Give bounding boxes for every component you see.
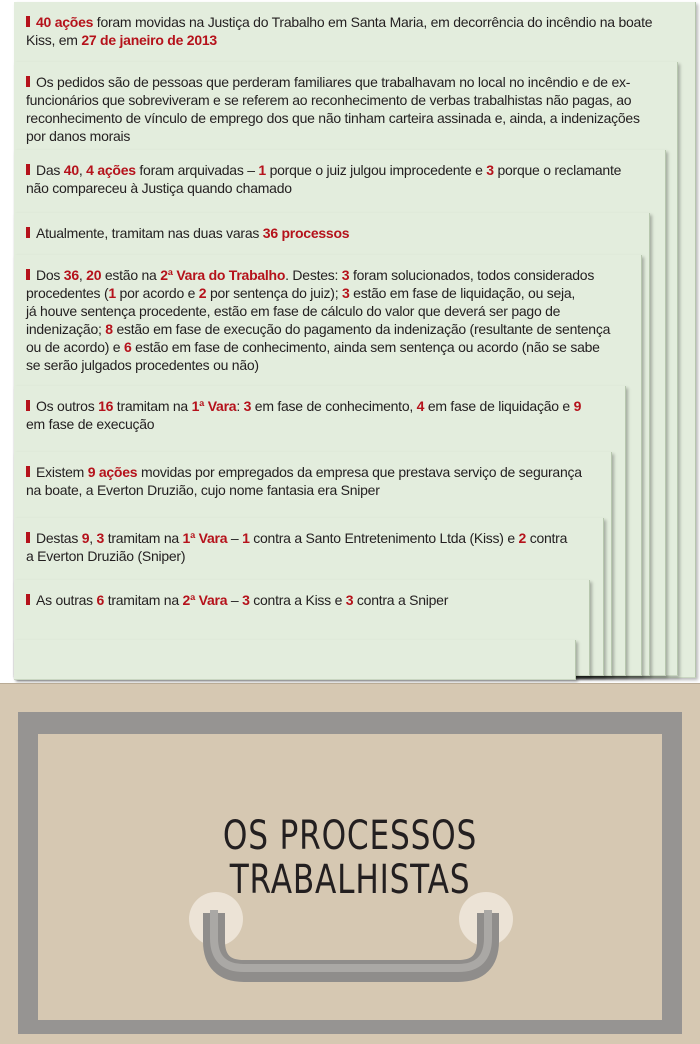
highlight-text: 2 xyxy=(198,285,207,301)
highlight-text: 6 xyxy=(123,339,132,355)
highlight-text: 1ª Vara xyxy=(191,398,237,414)
card-text xyxy=(26,397,581,433)
body-text: em fase de conhecimento, xyxy=(251,398,417,414)
highlight-text: 3 xyxy=(345,592,354,608)
body-text: ou de acordo) e xyxy=(26,339,124,355)
body-text: indenização; xyxy=(26,321,106,337)
highlight-text: 1 xyxy=(242,530,250,546)
body-text: foram arquivadas – xyxy=(135,162,259,178)
highlight-text: 36 xyxy=(63,267,79,283)
card-text xyxy=(26,161,621,197)
card-text xyxy=(26,529,567,565)
red-bar-bullet-icon xyxy=(26,227,30,238)
red-bar-bullet-icon xyxy=(26,76,30,87)
highlight-text: 3 xyxy=(341,285,350,301)
body-text: por danos morais xyxy=(26,128,131,144)
highlight-text: 4 xyxy=(416,398,425,414)
body-text: Dos xyxy=(36,267,64,283)
drawer-front xyxy=(18,712,682,1034)
highlight-text: 9 xyxy=(573,398,582,414)
body-text: movidas por empregados da empresa que prestava serviço de segurança xyxy=(137,464,582,480)
body-text: por acordo e xyxy=(115,285,199,301)
card-text xyxy=(26,463,582,499)
drawer-label-panel xyxy=(38,734,662,1020)
body-text: Kiss, em xyxy=(26,32,82,48)
body-text: estão na xyxy=(101,267,161,283)
body-text: em fase de execução xyxy=(26,416,155,432)
highlight-text: 2 xyxy=(518,530,527,546)
body-text: contra a Santo Entretenimento Ltda (Kiss) e xyxy=(249,530,519,546)
body-text: contra a Kiss e xyxy=(249,592,346,608)
body-text: estão em fase de execução do pagamento da indenização (resultante de sentença xyxy=(112,321,611,337)
red-bar-bullet-icon xyxy=(26,164,30,175)
body-text: Existem xyxy=(36,464,88,480)
body-text: , xyxy=(78,162,87,178)
body-text: Das xyxy=(36,162,64,178)
body-text: : xyxy=(236,398,244,414)
highlight-text: 27 de janeiro de 2013 xyxy=(81,32,217,48)
drawer-handle-icon xyxy=(38,734,662,1020)
highlight-text: 3 xyxy=(486,162,494,178)
highlight-text: 8 xyxy=(105,321,113,337)
red-bar-bullet-icon xyxy=(26,400,30,411)
body-text: estão em fase de liquidação, ou seja, xyxy=(349,285,576,301)
highlight-text: 2ª Vara do Trabalho xyxy=(160,267,286,283)
file-drawer xyxy=(0,683,700,1044)
body-text: porque o juiz julgou improcedente e xyxy=(265,162,487,178)
red-bar-bullet-icon xyxy=(26,532,30,543)
highlight-text: 9 ações xyxy=(87,464,138,480)
body-text: não compareceu à Justiça quando chamado xyxy=(26,180,292,196)
body-text: . Destes: xyxy=(285,267,342,283)
body-text: na boate, a Everton Druzião, cujo nome fantasia era Sniper xyxy=(26,482,380,498)
highlight-text: 16 xyxy=(98,398,114,414)
body-text: por sentença do juiz); xyxy=(206,285,342,301)
body-text: contra a Sniper xyxy=(353,592,449,608)
highlight-text: 6 xyxy=(96,592,105,608)
body-text: porque o reclamante xyxy=(493,162,622,178)
body-text: Os outros xyxy=(36,398,99,414)
body-text: foram movidas na Justiça do Trabalho em Santa Maria, em decorrência do incêndio na boate xyxy=(93,14,653,30)
card-text xyxy=(26,591,448,609)
body-text: contra xyxy=(526,530,568,546)
body-text: se serão julgados procedentes ou não) xyxy=(26,357,259,373)
highlight-text: 3 xyxy=(341,267,350,283)
drawer-title-line-2: TRABALHISTAS xyxy=(229,857,471,903)
body-text: em fase de liquidação e xyxy=(424,398,574,414)
body-text: procedentes ( xyxy=(26,285,109,301)
red-bar-bullet-icon xyxy=(26,269,30,280)
highlight-text: 9 xyxy=(81,530,90,546)
highlight-text: 36 processos xyxy=(262,225,350,241)
card-text xyxy=(26,224,349,242)
highlight-text: 3 xyxy=(242,592,250,608)
body-text: reconhecimento de vínculo de emprego dos que não tinham carteira assinada e, ainda, a indenizações xyxy=(26,110,640,126)
red-bar-bullet-icon xyxy=(26,594,30,605)
body-text: a Everton Druzião (Sniper) xyxy=(26,548,186,564)
body-text: , xyxy=(89,530,97,546)
drawer-title-line-1: OS PROCESSOS xyxy=(222,813,478,859)
highlight-text: 2ª Vara xyxy=(182,592,228,608)
highlight-text: 40 ações xyxy=(36,14,94,30)
body-text: As outras xyxy=(36,592,97,608)
body-text: Os pedidos são de pessoas que perderam familiares que trabalhavam no local no incêndio e de ex- xyxy=(36,74,631,90)
body-text: foram solucionados, todos considerados xyxy=(349,267,595,283)
highlight-text: 1ª Vara xyxy=(182,530,228,546)
card-text xyxy=(26,13,652,49)
highlight-text: 1 xyxy=(108,285,116,301)
red-bar-bullet-icon xyxy=(26,466,30,477)
body-text: – xyxy=(227,592,243,608)
body-text: tramitam na xyxy=(104,592,183,608)
highlight-text: 4 ações xyxy=(86,162,136,178)
red-bar-bullet-icon xyxy=(26,16,30,27)
body-text: já houve sentença procedente, estão em fase de cálculo do valor que deverá ser pago de xyxy=(26,303,561,319)
highlight-text: 3 xyxy=(243,398,252,414)
body-text: tramitam na xyxy=(104,530,183,546)
body-text: , xyxy=(78,267,87,283)
body-text: – xyxy=(227,530,243,546)
body-text: tramitam na xyxy=(113,398,192,414)
highlight-text: 1 xyxy=(258,162,266,178)
file-card-10 xyxy=(14,640,576,680)
highlight-text: 40 xyxy=(63,162,79,178)
body-text: funcionários que sobreviveram e se referem ao reconhecimento de verbas trabalhistas não pagas, ao xyxy=(26,92,632,108)
highlight-text: 20 xyxy=(86,267,102,283)
card-text xyxy=(26,73,640,145)
card-text xyxy=(26,266,610,374)
body-text: Destas xyxy=(36,530,82,546)
highlight-text: 3 xyxy=(96,530,105,546)
body-text: Atualmente, tramitam nas duas varas xyxy=(36,225,263,241)
body-text: estão em fase de conhecimento, ainda sem sentença ou acordo (não se sabe xyxy=(131,339,600,355)
